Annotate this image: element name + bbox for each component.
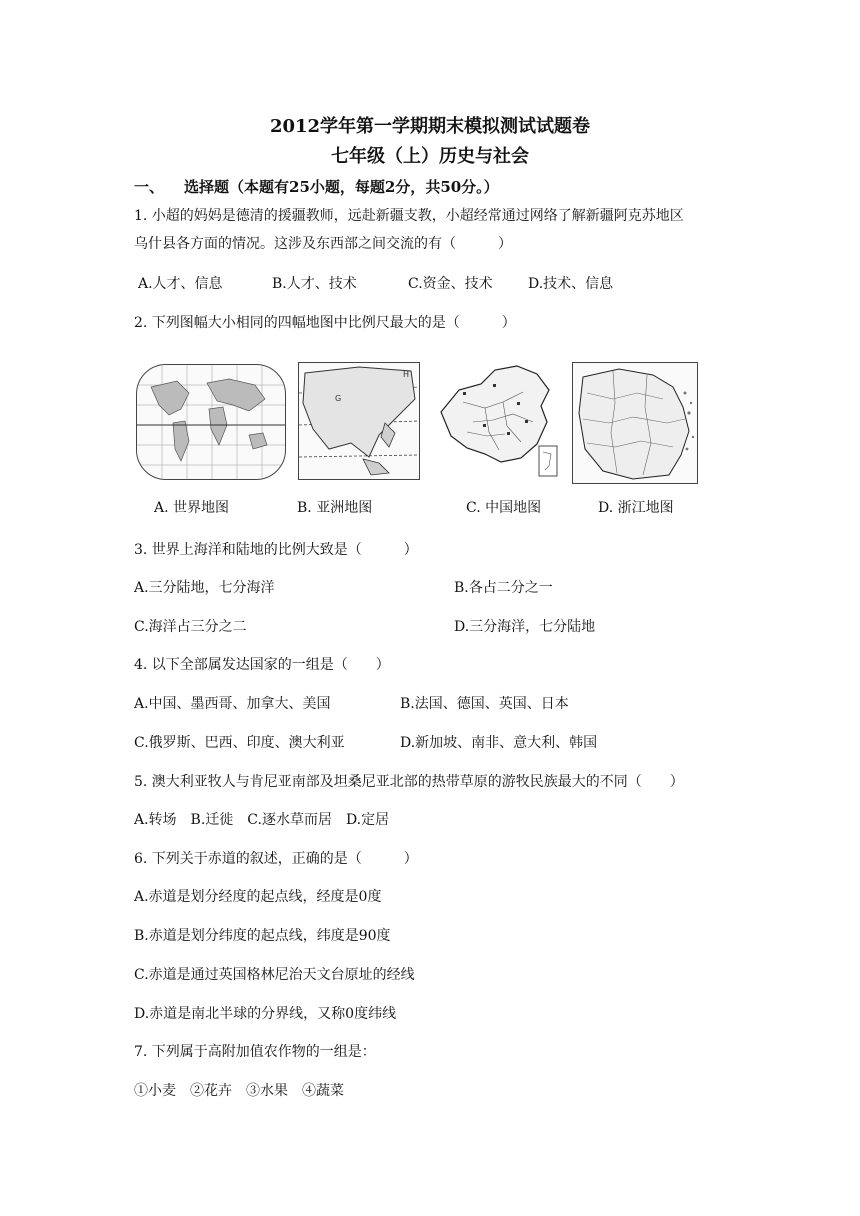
question-3-option-b: B.各占二分之一 xyxy=(454,580,553,596)
question-1-option-b: B.人才、技术 xyxy=(272,276,357,292)
question-6-option-a: A.赤道是划分经度的起点线，经度是0度 xyxy=(134,889,382,905)
question-1-option-d: D.技术、信息 xyxy=(528,276,614,292)
map-d-caption: D. 浙江地图 xyxy=(598,500,674,516)
asia-map-image xyxy=(298,362,420,480)
question-3-option-a: A.三分陆地，七分海洋 xyxy=(134,580,275,596)
section-heading: 选择题（本题有25小题，每题2分，共50分。） xyxy=(184,178,499,196)
exam-title: 2012学年第一学期期末模拟测试试题卷 xyxy=(269,116,591,137)
question-1-option-a: A.人才、信息 xyxy=(138,276,223,292)
question-5-options: A.转场 B.迁徙 C.逐水草而居 D.定居 xyxy=(134,812,390,828)
question-1-line2: 乌什县各方面的情况。这涉及东西部之间交流的有（ ） xyxy=(134,236,512,252)
question-3-option-c: C.海洋占三分之二 xyxy=(134,619,247,635)
question-4-option-b: B.法国、德国、英国、日本 xyxy=(400,696,569,712)
question-4-option-d: D.新加坡、南非、意大利、韩国 xyxy=(400,735,598,751)
map-c-caption: C. 中国地图 xyxy=(466,500,542,516)
question-5: 5. 澳大利亚牧人与肯尼亚南部及坦桑尼亚北部的热带草原的游牧民族最大的不同（ ） xyxy=(134,774,684,790)
china-map-image xyxy=(433,362,561,480)
question-6: 6. 下列关于赤道的叙述，正确的是（ ） xyxy=(134,851,418,867)
question-3-option-d: D.三分海洋，七分陆地 xyxy=(454,619,596,635)
question-4-option-a: A.中国、墨西哥、加拿大、美国 xyxy=(134,696,331,712)
question-1-option-c: C.资金、技术 xyxy=(408,276,493,292)
map-b-caption: B. 亚洲地图 xyxy=(297,500,373,516)
question-1-line1: 1. 小超的妈妈是德清的援疆教师，远赴新疆支教，小超经常通过网络了解新疆阿克苏地区 xyxy=(134,208,684,224)
question-3: 3. 世界上海洋和陆地的比例大致是（ ） xyxy=(134,542,418,558)
question-6-option-d: D.赤道是南北半球的分界线，又称0度纬线 xyxy=(134,1006,397,1022)
question-4-option-c: C.俄罗斯、巴西、印度、澳大利亚 xyxy=(134,735,345,751)
map-a-caption: A. 世界地图 xyxy=(154,500,230,516)
question-7-items: ①小麦 ②花卉 ③水果 ④蔬菜 xyxy=(134,1083,344,1099)
question-2: 2. 下列图幅大小相同的四幅地图中比例尺最大的是（ ） xyxy=(134,315,516,331)
section-number: 一、 xyxy=(134,178,165,196)
question-4: 4. 以下全部属发达国家的一组是（ ） xyxy=(134,657,390,673)
question-6-option-c: C.赤道是通过英国格林尼治天文台原址的经线 xyxy=(134,967,415,983)
question-7: 7. 下列属于高附加值农作物的一组是： xyxy=(134,1044,376,1060)
exam-subtitle: 七年级（上）历史与社会 xyxy=(331,146,529,167)
question-6-option-b: B.赤道是划分纬度的起点线，纬度是90度 xyxy=(134,928,391,944)
world-map-image xyxy=(136,364,286,480)
svg-text:H: H xyxy=(403,370,410,379)
zhejiang-map-image xyxy=(572,362,698,484)
svg-text:G: G xyxy=(335,394,342,403)
